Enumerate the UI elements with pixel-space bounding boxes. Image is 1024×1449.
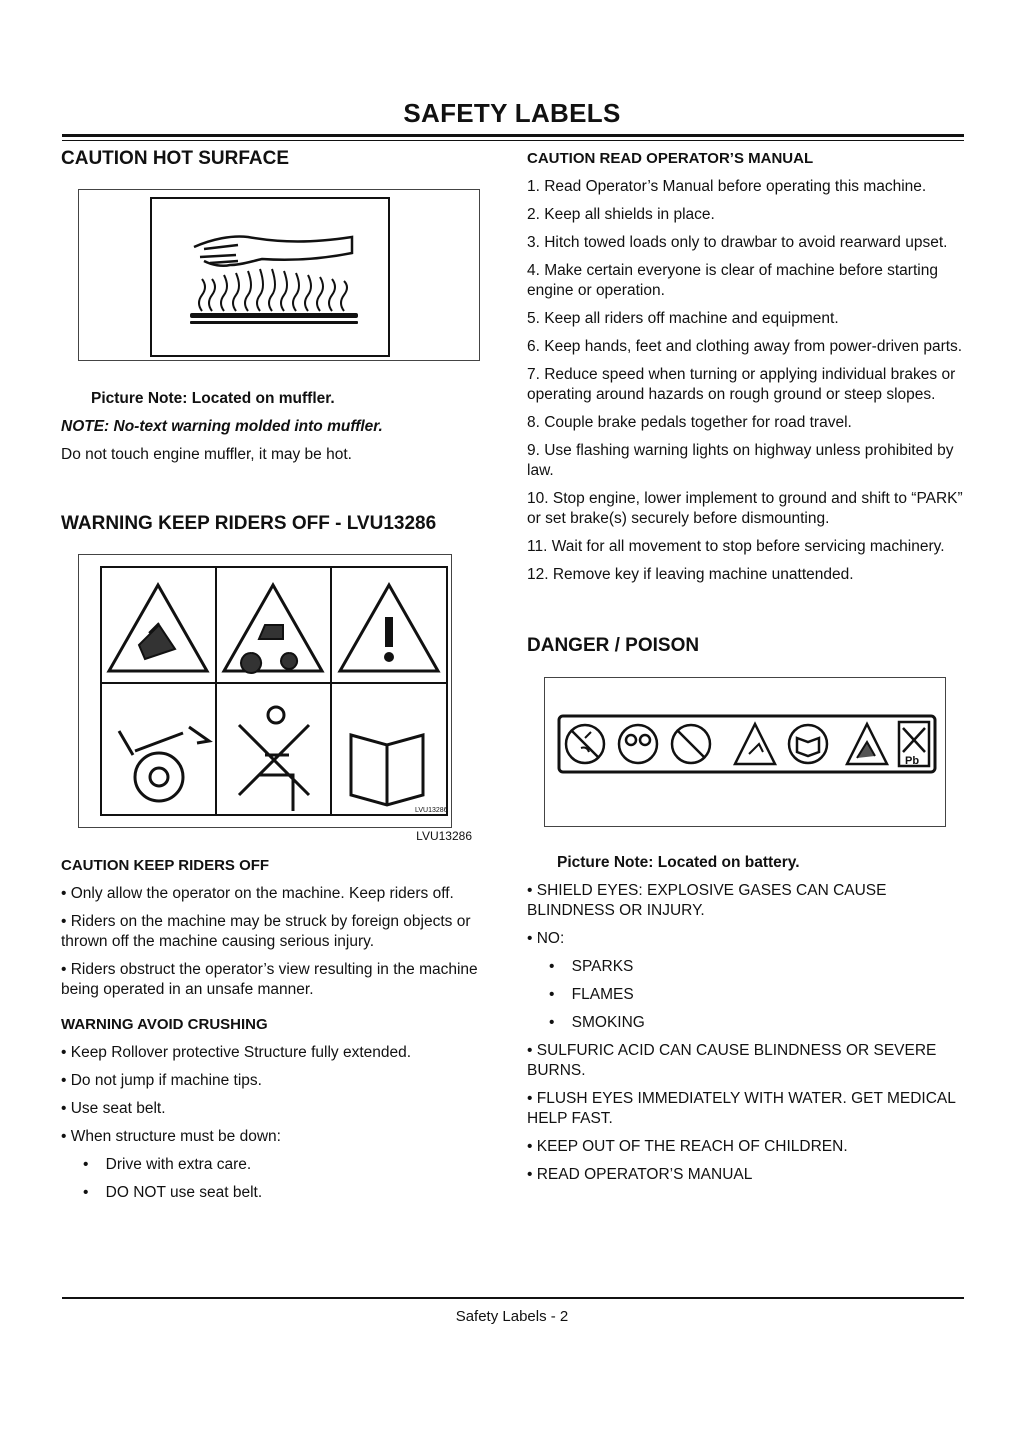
poison-subitem-text: FLAMES (571, 986, 634, 1003)
avoid-crushing-heading: WARNING AVOID CRUSHING (61, 1016, 268, 1033)
hot-surface-label (150, 197, 390, 357)
crushing-subitem: • DO NOT use seat belt. (83, 1184, 263, 1201)
poison-subitem-text: SMOKING (571, 1014, 645, 1031)
footer-rule (62, 1297, 964, 1299)
crushing-subitem-text: DO NOT use seat belt. (105, 1184, 263, 1201)
poison-item: • KEEP OUT OF THE REACH OF CHILDREN. (527, 1138, 848, 1155)
poison-subitem: • SMOKING (549, 1014, 645, 1031)
page-title: SAFETY LABELS (403, 98, 621, 128)
keep-riders-off-figure-label: LVU13286 (416, 829, 472, 843)
hot-surface-figure (78, 189, 480, 361)
poison-subitem: • FLAMES (549, 986, 634, 1003)
crushing-item: • Keep Rollover protective Structure fully extended. (61, 1044, 412, 1061)
poison-item: • NO: (527, 930, 565, 947)
poison-subitem-text: SPARKS (571, 958, 634, 975)
manual-item: 1. Read Operator’s Manual before operating this machine. (527, 178, 927, 195)
keep-riders-off-decal (79, 555, 451, 827)
keep-riders-item: • Only allow the operator on the machine. Keep riders off. (61, 885, 454, 902)
keep-riders-off-heading: WARNING KEEP RIDERS OFF - LVU13286 (61, 513, 437, 534)
hot-surface-heading: CAUTION HOT SURFACE (61, 148, 289, 169)
svg-text:LVU13286: LVU13286 (415, 807, 448, 814)
keep-riders-item: • Riders on the machine may be struck by foreign objects or thrown off the machine causing serious injury. (61, 913, 471, 950)
battery-picture-note: Picture Note: Located on battery. (557, 854, 800, 871)
hot-surface-note: NOTE: No-text warning molded into muffler. (61, 418, 383, 435)
keep-riders-off-figure (78, 554, 452, 828)
caution-keep-riders-off-heading: CAUTION KEEP RIDERS OFF (61, 857, 270, 874)
manual-item: 9. Use flashing warning lights on highway unless prohibited by law. (527, 442, 954, 479)
manual-item: 11. Wait for all movement to stop before servicing machinery. (527, 538, 945, 555)
operators-manual-heading: CAUTION READ OPERATOR’S MANUAL (527, 150, 814, 167)
left-column (61, 148, 501, 1211)
crushing-item: • Do not jump if machine tips. (61, 1072, 262, 1089)
manual-item: 7. Reduce speed when turning or applying individual brakes or operating around hazards on rough ground or steep slopes. (527, 366, 956, 403)
poison-subitem: • SPARKS (549, 958, 634, 975)
poison-item: • READ OPERATOR’S MANUAL (527, 1166, 753, 1183)
title-rule-thin (62, 140, 964, 141)
manual-item: 4. Make certain everyone is clear of machine before starting engine or operation. (527, 262, 938, 299)
hot-surface-picture-note: Picture Note: Located on muffler. (91, 390, 335, 407)
manual-item: 3. Hitch towed loads only to drawbar to avoid rearward upset. (527, 234, 948, 251)
crushing-subitem-text: Drive with extra care. (105, 1156, 252, 1173)
lead-symbol: Pb (905, 755, 920, 767)
page-footer: Safety Labels - 2 (455, 1308, 569, 1325)
manual-item: 6. Keep hands, feet and clothing away from power-driven parts. (527, 338, 963, 355)
danger-poison-heading: DANGER / POISON (527, 635, 700, 656)
manual-item: 5. Keep all riders off machine and equipment. (527, 310, 839, 327)
hand-over-heat-icon (152, 199, 388, 355)
manual-item: 8. Couple brake pedals together for road travel. (527, 414, 852, 431)
manual-item: 10. Stop engine, lower implement to ground and shift to “PARK” or set brake(s) securely before dismounting. (527, 490, 963, 527)
crushing-item: • Use seat belt. (61, 1100, 166, 1117)
crushing-subitem: • Drive with extra care. (83, 1156, 252, 1173)
manual-item: 2. Keep all shields in place. (527, 206, 715, 223)
manual-item: 12. Remove key if leaving machine unattended. (527, 566, 854, 583)
poison-item: • FLUSH EYES IMMEDIATELY WITH WATER. GET MEDICAL HELP FAST. (527, 1090, 956, 1127)
battery-warning-decal (545, 678, 945, 826)
keep-riders-item: • Riders obstruct the operator’s view resulting in the machine being operated in an unsafe manner. (61, 961, 478, 998)
battery-label-figure (544, 677, 946, 827)
poison-item: • SULFURIC ACID CAN CAUSE BLINDNESS OR SEVERE BURNS. (527, 1042, 937, 1079)
crushing-item: • When structure must be down: (61, 1128, 281, 1145)
hot-surface-text: Do not touch engine muffler, it may be hot. (61, 446, 352, 463)
right-column (527, 148, 967, 1193)
title-rule (62, 134, 964, 137)
poison-item: • SHIELD EYES: EXPLOSIVE GASES CAN CAUSE BLINDNESS OR INJURY. (527, 882, 887, 919)
